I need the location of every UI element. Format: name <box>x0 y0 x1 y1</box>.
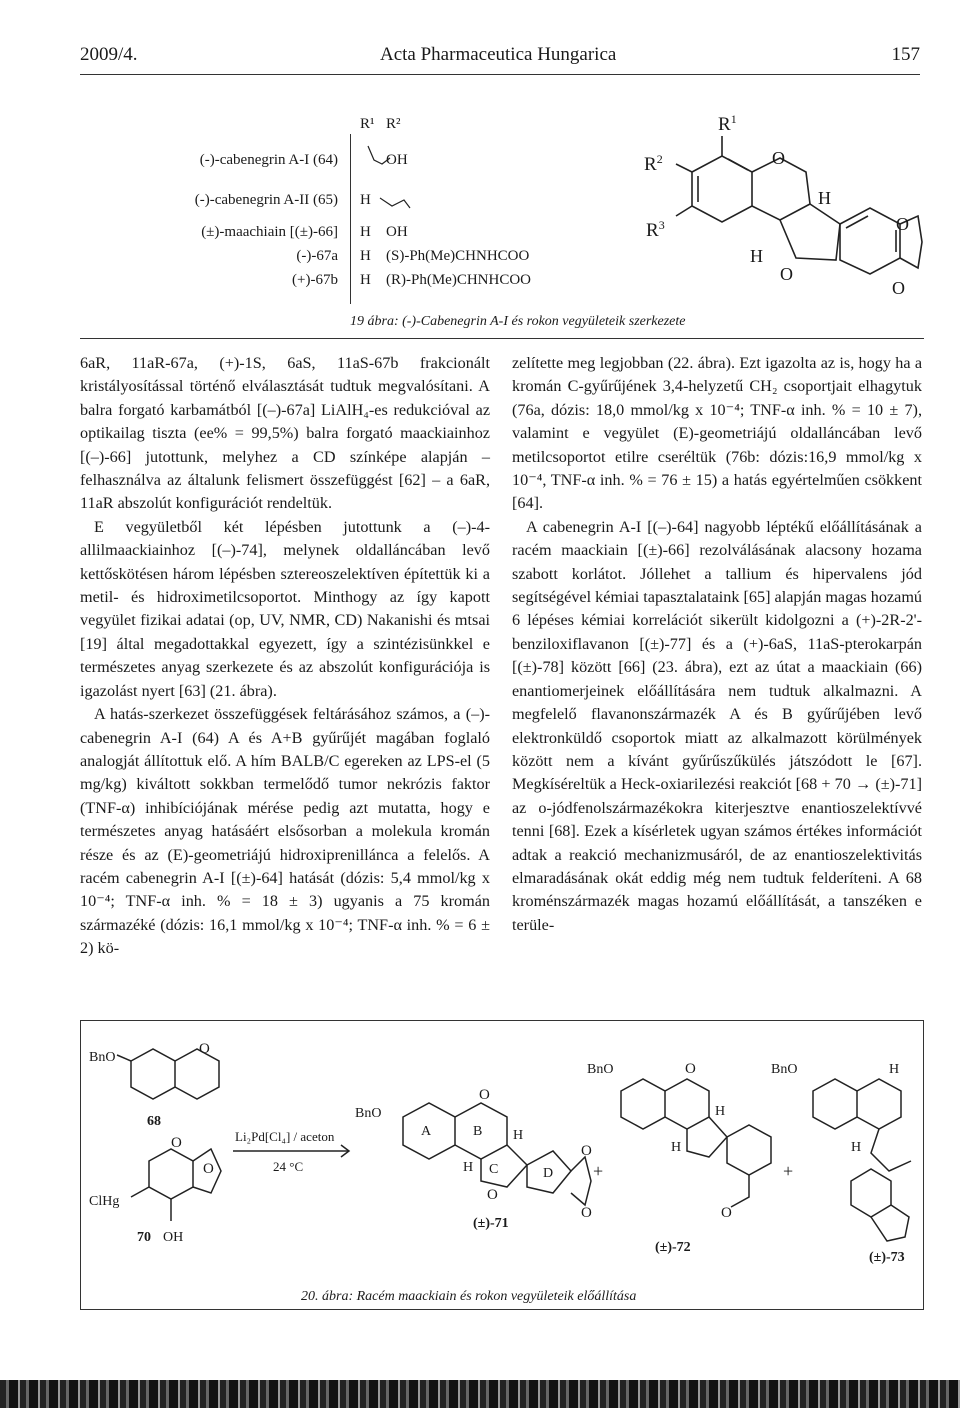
ring-label: A <box>421 1124 432 1139</box>
hydrogen-label: H <box>513 1128 524 1143</box>
hydrogen-label: H <box>750 246 763 266</box>
compound-number: (±)-72 <box>655 1240 691 1255</box>
right-column <box>512 352 922 937</box>
paragraph: A cabenegrin A-I [(–)-64] nagyobb léptékű előállításának a racém maackiain [(±)-66] rezolválásának alacsony hozama szabott korlátot. Jóllehet a tallium és hipervalens jód segítségével kémiai tapasztalataink [65] alapján magas hozamú 6 lépéses kémiai korrelációt sikerült kidolgozni a (+)-2R-2'-benziloxiflavanon [(±)-77] és a (+)-6aS, 11aS-pterokarpán [(±)-78] között [66] (23. ábra), ezt az útat a maackiain (66) enantiomerjeinek előállítására nem tudtuk alkalmazni. A megfelelő flavanonszármazék A és B gyűrűjében levő elektronküldő csoportok miatt az alkalmazott körülmények között nem a kívánt gyűrűszűkülés játszódott le [67]. Megkíséreltük a Heck-oxiarilezési reakciót [68 + 70 → (±)-71] az o-jódfenolszármazékokra kiterjesztve enantioszelektívvé tenni [68]. Ezek a kísérletek ugyan számos értékes információt adtak a reakció mechanizmusáról, de az enantioszelektivitás elmaradásának okát eddig még nem tudtuk felderíteni. A 68 kroménszármazék magas hozamú előállítását, a tanszéken e terüle- <box>512 517 922 934</box>
hydrogen-label: H <box>671 1140 682 1155</box>
oxygen-label: O <box>721 1205 732 1221</box>
compound-name: (+)-67b <box>292 272 338 288</box>
figure-19-rule <box>80 338 924 339</box>
bno-label: BnO <box>89 1050 116 1065</box>
paragraph: E vegyületből két lépésben jutottunk a (–)-4-allilmaackiainhoz [(–)-74], melynek oldalláncában levő kettőskötésen három lépésben sztereoszelektíven építettük ki a metil- és hidroximetilcsoportot. Minthogy az így kapott vegyület fizikai adatai (op, UV, NMR, CD) Nakanishi és mtsai [19] által megadottakkal egyezett, így a szintézisünkkel e természetes anyag szerkezete és az abszolút konfigurációja is igazolást nyert [63] (21. ábra). <box>80 517 490 700</box>
table-row <box>80 248 580 270</box>
compound-r1: H <box>360 224 371 240</box>
oxygen-label: O <box>896 214 909 234</box>
compound-number: 68 <box>147 1114 161 1129</box>
header-rule <box>80 74 920 75</box>
clhg-label: ClHg <box>89 1194 120 1209</box>
compound-name: (-)-cabenegrin A-II (65) <box>194 192 338 208</box>
temperature-label: 24 °C <box>273 1159 304 1174</box>
hydrogen-label: H <box>889 1062 900 1077</box>
compound-number: (±)-73 <box>869 1250 905 1265</box>
compound-number: 70 <box>137 1230 151 1245</box>
hydrogen-label: H <box>851 1140 862 1155</box>
pterocarpan-structure <box>600 112 924 312</box>
figure-20-caption: 20. ábra: Racém maackiain és rokon vegyületeik előállítása <box>301 1289 637 1304</box>
table-header <box>80 116 580 138</box>
ring-label: C <box>489 1162 499 1177</box>
table-row <box>80 272 580 294</box>
hydrogen-label: H <box>818 188 831 208</box>
paragraph: A hatás-szerkezet összefüggések feltárásához számos, a (–)-cabenegrin A-I (64) A és A+B gyűrűjét magában foglaló analogját állítottuk elő. A hím BALB/C egereken az LPS-el (5 mg/kg) kiváltott sokkban termelődő tumor nekrózis faktor (TNF-α) inhibíciójának mérése pedig azt mutatta, hogy e természetes anyag hatásáért elsősorban a molekula kromán része és az (E)-geometriájú hidroxiprenillánca a felelős. A racém cabenegrin A-I [(±)-64] hatását (dózis: 5,4 mmol/kg x 10⁻⁴; TNF-α inh. % = 18 ± 3) ugyanis a 75 kromán származéké (dózis: 16,1 mmol/kg x 10⁻⁴; TNF-α inh. % = 6 ± 2) kö- <box>80 705 490 958</box>
hydrogen-label: H <box>463 1160 474 1175</box>
compound-r2: (R)-Ph(Me)CHNHCOO <box>386 272 531 288</box>
table-row <box>80 152 580 174</box>
bno-label: BnO <box>355 1106 382 1121</box>
running-header <box>80 44 920 74</box>
oxygen-label: O <box>479 1087 490 1103</box>
compound-name: (±)-maachiain [(±)-66] <box>201 224 338 240</box>
compound-name: (-)-67a <box>296 248 338 264</box>
oxygen-label: O <box>581 1205 592 1221</box>
table-divider <box>350 134 351 304</box>
oxygen-label: O <box>772 148 785 168</box>
compound-r2: (S)-Ph(Me)CHNHCOO <box>386 248 530 264</box>
column-r2-header: R² <box>386 116 401 132</box>
bno-label: BnO <box>771 1062 798 1077</box>
journal-title: Acta Pharmaceutica Hungarica <box>380 44 617 65</box>
side-chain-sketch <box>360 142 440 232</box>
left-column <box>80 352 490 961</box>
oxygen-label: O <box>171 1135 182 1151</box>
hydroxyl-label: OH <box>163 1230 184 1245</box>
reaction-scheme <box>81 1021 923 1309</box>
figure-20 <box>80 1020 924 1310</box>
compound-r1: H <box>360 272 371 288</box>
paragraph: zelítette meg legjobban (22. ábra). Ezt igazolta az is, hogy ha a kromán C-gyűrűjének 3,4-helyzetű CH₂ csoportjait elhagytuk (76a, dózis: 18,0 mmol/kg x 10⁻⁴; TNF-α inh. % = 10 ± 7), valamint e vegyület (E)-geometriájú oldalláncában levő metilcsoportot etilre cseréltük (76b: dózis:16,9 mmol/kg x 10⁻⁴, TNF-α inh. % = 76 ± 15) a hatás egyértelműen csökkent [64]. <box>512 354 922 513</box>
compound-number: (±)-71 <box>473 1216 509 1231</box>
column-r1-header: R¹ <box>360 116 375 132</box>
oxygen-label: O <box>892 278 905 298</box>
ring-label: D <box>543 1166 554 1181</box>
compound-r2: OH <box>386 152 408 168</box>
compound-name: (-)-cabenegrin A-I (64) <box>199 152 338 168</box>
figure-19-caption: 19 ábra: (-)-Cabenegrin A-I és rokon vegyületeik szerkezete <box>350 314 686 329</box>
oxygen-label: O <box>203 1161 214 1177</box>
compound-r1: H <box>360 192 371 208</box>
reagent-label: Li₂Pd[Cl₄] / aceton <box>235 1129 335 1144</box>
hydrogen-label: H <box>715 1104 726 1119</box>
issue-number: 2009/4. <box>80 44 138 65</box>
oxygen-label: O <box>581 1143 592 1159</box>
paragraph: 6aR, 11aR-67a, (+)-1S, 6aS, 11aS-67b frakcionált kristályosítással történő elválasztását tudtuk megvalósítani. A balra forgató karbamátból [(–)-67a] LiAlH₄-es redukcióval az optikailag tiszta (ee% = 99,5%) balra forgató maackiainhoz [(–)-66] jutottunk, melyhez a CD színképe alapján – felhasználva az általunk felismert összefüggést [62] – a 6aR, 11aR abszolút konfigurációt rendeltük. <box>80 354 490 513</box>
oxygen-label: O <box>780 264 793 284</box>
compound-r2: OH <box>386 224 408 240</box>
ring-label: B <box>473 1124 483 1139</box>
compound-r1: H <box>360 248 371 264</box>
page-number: 157 <box>891 44 920 65</box>
plus-sign: + <box>783 1161 794 1181</box>
figure-19 <box>80 112 924 342</box>
oxygen-label: O <box>685 1061 696 1077</box>
r3-label: $R^3$ <box>646 218 665 241</box>
table-row <box>80 224 580 246</box>
scan-edge <box>0 1380 960 1408</box>
table-row <box>80 192 580 214</box>
plus-sign: + <box>593 1161 604 1181</box>
oxygen-label: O <box>487 1187 498 1203</box>
r1-label: $R^1$ <box>718 112 737 135</box>
bno-label: BnO <box>587 1062 614 1077</box>
r2-label: $R^2$ <box>644 152 663 175</box>
oxygen-label: O <box>199 1041 210 1057</box>
